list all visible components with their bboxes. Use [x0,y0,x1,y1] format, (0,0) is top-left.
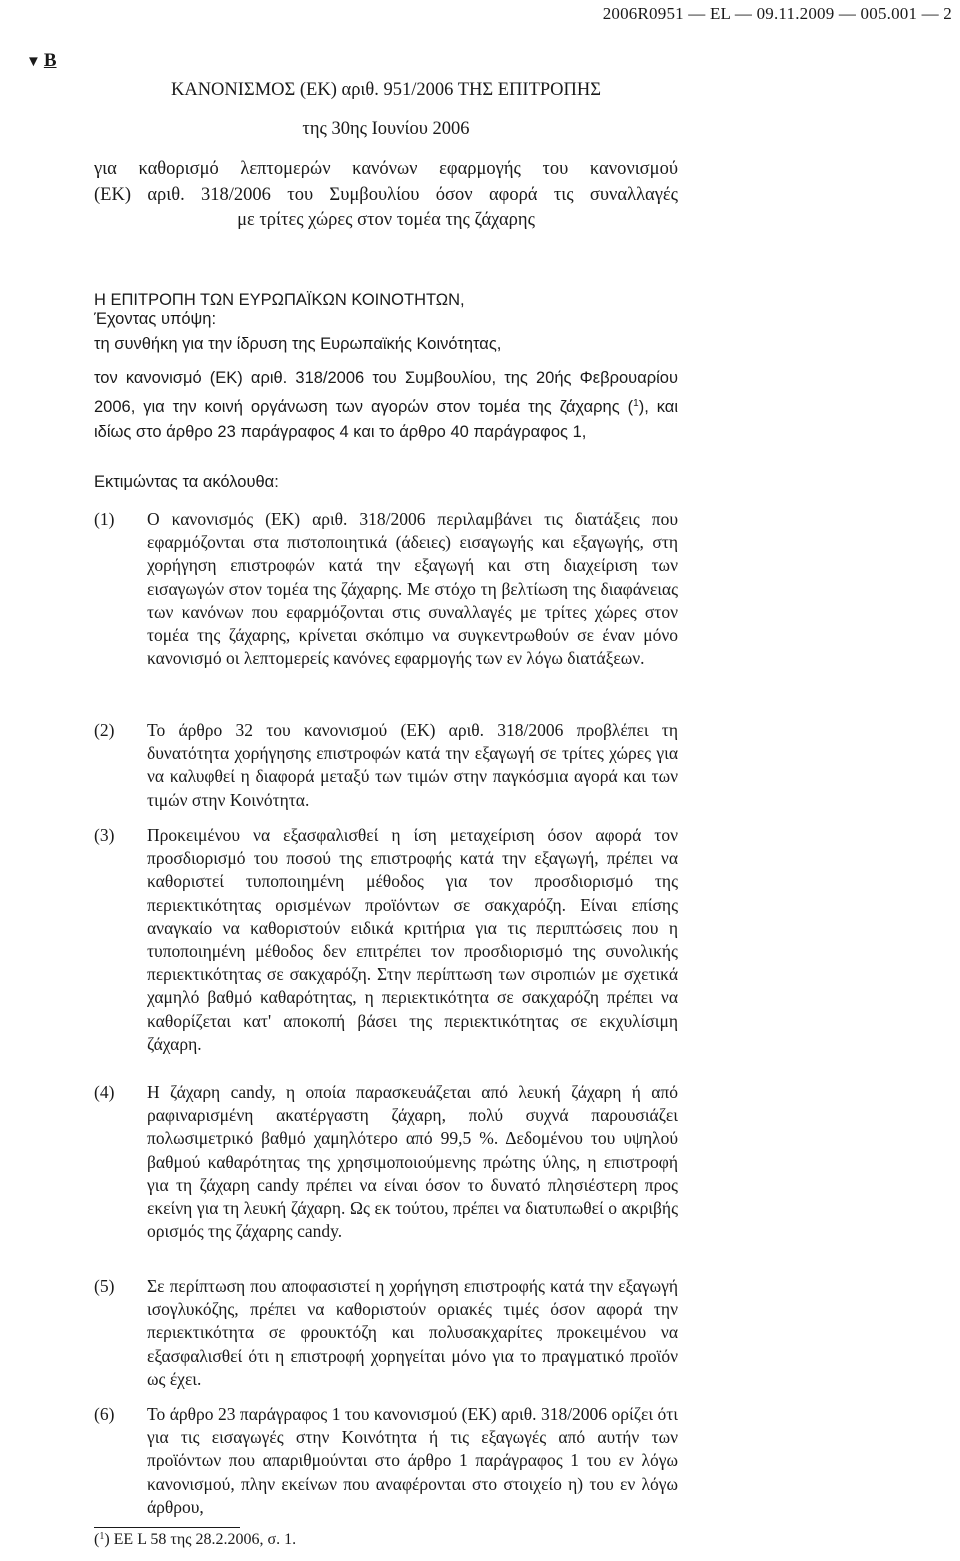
citation-text: ), και ιδίως στο άρθρο 23 παράγραφος 4 και το άρθρο 40 παράγραφος 1, [94,398,678,441]
amendment-marker [26,50,57,72]
recital-2 [94,719,678,812]
subject-line: για καθορισμό λεπτομερών κανόνων εφαρμογής του κανονισμού [94,159,678,179]
regulation-citation [94,366,678,445]
regulation-title: ΚΑΝΟΝΙΣΜΟΣ (ΕΚ) αριθ. 951/2006 ΤΗΣ ΕΠΙΤΡΟΠΗΣ [170,80,602,100]
recital-number: (4) [94,1082,115,1102]
footnote-marker: 1 [99,1531,105,1542]
recital-text: Το άρθρο 32 του κανονισμού (ΕΚ) αριθ. 318/2006 προβλέπει τη δυνατότητα χορήγησης επιστροφών κατά την εξαγωγή σε τρίτες χώρες για να καλυφθεί η διαφορά μεταξύ των τιμών στην παγκόσμια αγορά και των τιμών στην Κοινότητα. [147,720,678,810]
recital-text: Η ζάχαρη candy, η οποία παρασκευάζεται από λευκή ζάχαρη ή από ραφιναρισμένη ακατέργαστη ζάχαρη, πολύ συχνά παρουσιάζει πολωσιμετρικό βαθμό χαμηλότερο από 99,5 %. Δεδομένου του υψηλού βαθμού καθαρότητας της χρησιμοποιούμενης πρώτης ύλης, η επιστροφή για τη ζάχαρη candy πρέπει να είναι όσον το δυνατό πλησιέστερη προς εκείνη για τη λευκή ζάχαρη. Ως εκ τούτου, πρέπει να διατυπωθεί ο ακριβής ορισμός της ζάχαρης candy. [147,1082,678,1242]
subject-line: με τρίτες χώρες στον τομέα της ζάχαρης [237,210,535,230]
recital-text: Το άρθρο 23 παράγραφος 1 του κανονισμού (ΕΚ) αριθ. 318/2006 ορίζει ότι για τις εισαγωγές στην Κοινότητα ή τις εξαγωγές από αυτήν των προϊόντων που απαριθμούνται στο άρθρο 1 παράγραφος 1 του εν λόγω κανονισμού, πλην εκείνων που αναφέρονται στο στοιχείο η) του εν λόγω άρθρου, [147,1404,678,1517]
recital-number: (3) [94,825,115,845]
marker-letter: B [43,50,57,71]
whereas-heading: Εκτιμώντας τα ακόλουθα: [94,473,279,491]
recital-number: (6) [94,1404,115,1424]
footnote-text: ΕΕ L 58 της 28.2.2006, σ. 1. [113,1531,297,1548]
citation-text: τον κανονισμό (ΕΚ) αριθ. 318/2006 του Συμβουλίου, της 20ής Φεβρουαρίου 2006, για την κοινή οργάνωση των αγορών στον τομέα της ζάχαρης ( [94,369,678,416]
recital-3 [94,824,678,1056]
footnote-divider [94,1527,240,1528]
recital-1 [94,508,678,670]
recital-5 [94,1275,678,1391]
recital-number: (1) [94,509,115,529]
footnote-reference[interactable]: 1 [633,398,639,409]
subject-line: (ΕΚ) αριθ. 318/2006 του Συμβουλίου όσον αφορά τις συναλλαγές [94,184,678,205]
recital-number: (5) [94,1276,115,1296]
recital-6 [94,1403,678,1519]
institution-heading: Η ΕΠΙΤΡΟΠΗ ΤΩΝ ΕΥΡΩΠΑΪΚΩΝ ΚΟΙΝΟΤΗΤΩΝ, [94,291,465,309]
having-regard-heading: Έχοντας υπόψη: [94,310,217,328]
treaty-citation: τη συνθήκη για την ίδρυση της Ευρωπαϊκής Κοινότητας, [94,335,502,353]
footnote: ($^1$) ΕΕ L 58 της 28.2.2006, σ. 1. [94,1531,297,1548]
recital-number: (2) [94,720,115,740]
document-reference-code: 2006R0951 — EL — 09.11.2009 — 005.001 — 2 [602,4,952,23]
recital-text: Προκειμένου να εξασφαλισθεί η ίση μεταχείριση όσον αφορά τον προσδιορισμό του ποσού της επιστροφής κατά την εξαγωγή, πρέπει να καθοριστεί τυποποιημένη μέθοδος για τον προσδιορισμό της περιεκτικότητας ορισμένων προϊόντων σε σακχαρόζη. Είναι επίσης αναγκαίο να καθοριστούν ειδικά κριτήρια για τις περιπτώσεις που η τυποποιημένη μέθοδος δεν επιτρέπει τον προσδιορισμό της συνολικής περιεκτικότητας σε σακχαρόζη. Στην περίπτωση των σιροπιών με σχετικά χαμηλό βαθμό καθαρότητας, η περιεκτικότητα σε σακχαρόζη πρέπει να καθορίζεται κατ' αποκοπή βάσει της περιεκτικότητας σε εκχυλίσιμη ζάχαρη. [147,825,678,1054]
triangle-down-icon: ▼ [26,54,41,70]
regulation-subject [94,157,678,234]
regulation-date: της 30ης Ιουνίου 2006 [302,119,470,139]
recital-text: Σε περίπτωση που αποφασιστεί η χορήγηση επιστροφής κατά την εξαγωγή ισογλυκόζης, πρέπει να καθοριστούν οριακές τιμές όσον αφορά την περιεκτικότητα σε φρουκτόζη και πολυσακχαρίτες προκειμένου να εξασφαλισθεί ότι η επιστροφή χορηγείται μόνο για το πραγματικό προϊόν ως έχει. [147,1276,678,1389]
recital-4 [94,1081,678,1243]
recital-text: Ο κανονισμός (ΕΚ) αριθ. 318/2006 περιλαμβάνει τις διατάξεις που εφαρμόζονται στα πιστοποιητικά (άδειες) εισαγωγής και εξαγωγής, στη χορήγηση επιστροφών κατά την εξαγωγή και στη διαχείριση των εισαγωγών στον τομέα της ζάχαρης. Με στόχο τη βελτίωση της διαφάνειας των κανόνων που εφαρμόζονται στις συναλλαγές με τρίτες χώρες στον τομέα της ζάχαρης, κρίνεται σκόπιμο να συγκεντρωθούν σε έναν μόνο κανονισμό οι λεπτομερείς κανόνες εφαρμογής των εν λόγω διατάξεων. [147,509,678,669]
